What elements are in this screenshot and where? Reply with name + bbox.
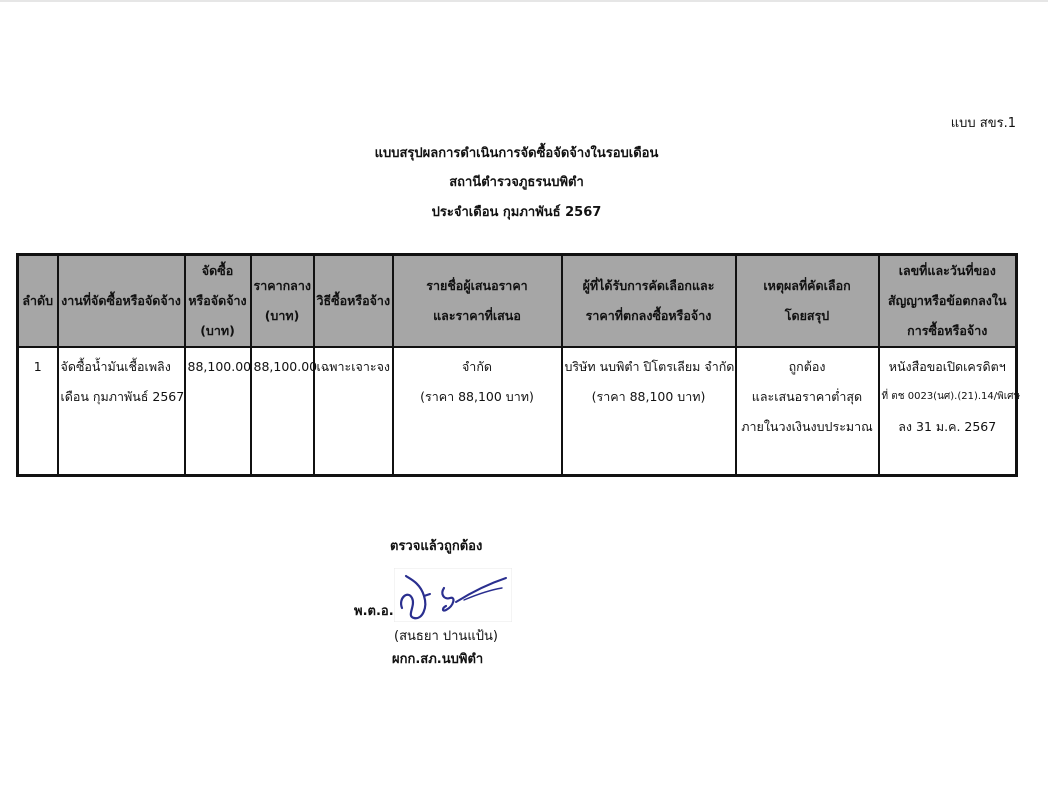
table-header-row [18,255,1017,348]
report-title: แบบสรุปผลการดำเนินการจัดซื้อจัดจ้างในรอบเดือน [374,146,659,161]
report-period: ประจำเดือน กุมภาพันธ์ 2567 [431,205,602,220]
cell-budget: 88,100.00 [185,347,251,476]
col-header-reason: เหตุผลที่คัดเลือก โดยสรุป [736,255,879,348]
signer-rank: พ.ต.อ. [354,604,394,619]
form-code: แบบ สขร.1 [950,116,1016,131]
table-row [18,347,1017,476]
col-header-contract: เลขที่และวันที่ของ สัญญาหรือข้อตกลงใน การซื้อหรือจ้าง [879,255,1017,348]
col-header-winner: ผู้ที่ได้รับการคัดเลือกและ ราคาที่ตกลงซื้อหรือจ้าง [562,255,736,348]
col-header-budget: จัดซื้อ หรือจัดจ้าง (บาท) [185,255,251,348]
signer-name: (สนธยา ปานแป้น) [394,629,498,644]
col-header-no: ลำดับ [18,255,58,348]
col-header-method: วิธีซื้อหรือจ้าง [314,255,393,348]
signer-position: ผกก.สภ.นบพิตำ [392,652,484,667]
agency-name: สถานีตำรวจภูธรนบพิตำ [449,175,584,190]
col-header-median-price: ราคากลาง (บาท) [251,255,314,348]
cell-winner: บริษัท นบพิตำ ปิโตรเลียม จำกัด (ราคา 88,100 บาท) [562,347,736,476]
col-header-bidders: รายชื่อผู้เสนอราคา และราคาที่เสนอ [393,255,562,348]
cell-contract: หนังสือขอเปิดเครดิตฯ ที่ ตช 0023(นศ).(21).14/พิเศษ ลง 31 ม.ค. 2567 [879,347,1017,476]
cell-bidders: จำกัด (ราคา 88,100 บาท) [393,347,562,476]
cell-median-price: 88,100.00 [251,347,314,476]
col-header-work: งานที่จัดซื้อหรือจัดจ้าง [58,255,185,348]
cell-work: จัดซื้อน้ำมันเชื้อเพลิง เดือน กุมภาพันธ์ 2567 [58,347,185,476]
cell-reason: ถูกต้อง และเสนอราคาต่ำสุด ภายในวงเงินงบประมาณ [736,347,879,476]
cell-method: เฉพาะเจาะจง [314,347,393,476]
top-divider [0,0,1048,2]
verified-label: ตรวจแล้วถูกต้อง [390,539,483,554]
cell-no: 1 [18,347,58,476]
signature-image [394,568,512,622]
procurement-summary-table [16,253,1021,477]
